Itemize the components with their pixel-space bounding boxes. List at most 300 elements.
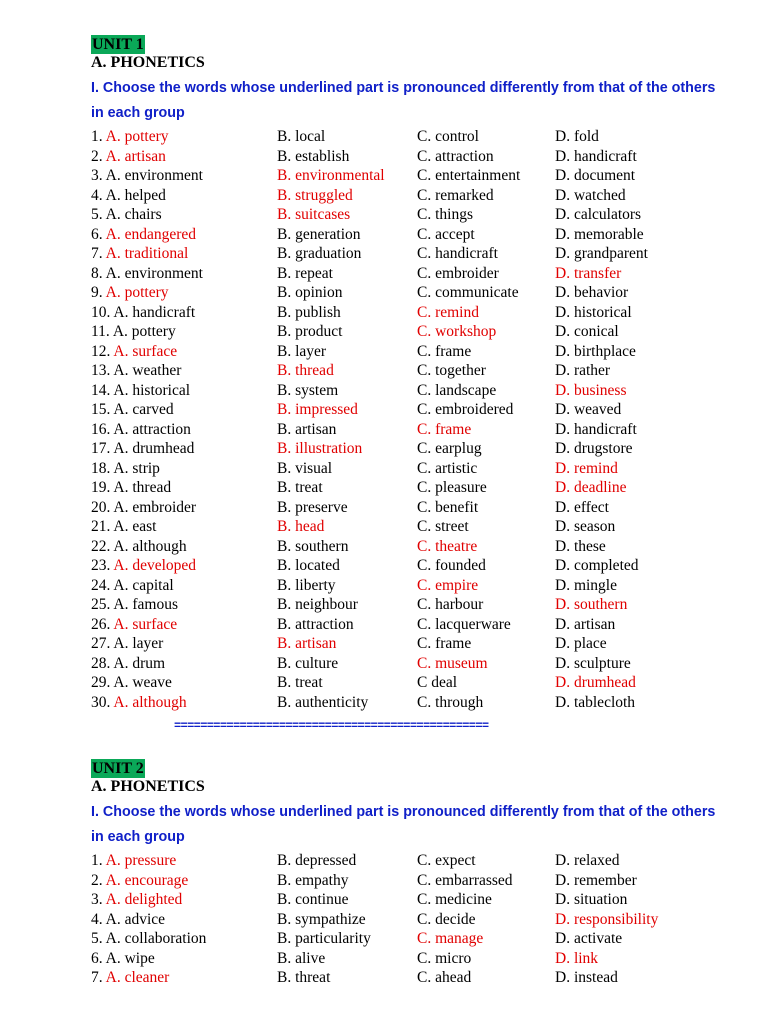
question-row xyxy=(91,693,751,713)
option-text: B. southern xyxy=(277,537,349,555)
option-b xyxy=(277,634,336,653)
option-text: B. artisan xyxy=(277,635,337,652)
option-text: D. place xyxy=(555,635,607,652)
option-c xyxy=(417,929,483,948)
option-text: B. particularity xyxy=(277,930,371,947)
question-number: 22. xyxy=(91,537,111,555)
option-a xyxy=(91,851,176,870)
question-number: 4. xyxy=(91,186,103,204)
option-text: D. activate xyxy=(555,930,623,947)
option-c xyxy=(417,166,520,185)
question-row xyxy=(91,498,751,518)
option-d xyxy=(555,322,619,341)
option-text: A. although xyxy=(113,537,187,555)
option-text: C. entertainment xyxy=(417,167,521,184)
unit-2-section-title: A. PHONETICS xyxy=(91,778,205,795)
option-text: C. founded xyxy=(417,557,486,574)
option-text: C. earplug xyxy=(417,440,482,457)
option-text: C. handicraft xyxy=(417,245,498,262)
option-b xyxy=(277,342,326,361)
option-text: D. effect xyxy=(555,498,609,516)
option-c xyxy=(417,478,487,497)
option-text: D. watched xyxy=(555,186,626,204)
question-number: 10. xyxy=(91,303,111,321)
option-c xyxy=(417,576,478,595)
option-text: D. remember xyxy=(555,871,637,889)
option-text: D. historical xyxy=(555,303,632,321)
unit-2-badge: UNIT 2 xyxy=(92,760,144,777)
option-d xyxy=(555,400,621,419)
option-b xyxy=(277,166,385,185)
option-a xyxy=(91,871,188,890)
option-text: B. establish xyxy=(277,147,350,165)
option-b xyxy=(277,595,358,614)
option-c xyxy=(417,851,476,870)
question-number: 23. xyxy=(91,557,111,574)
option-a xyxy=(91,890,182,909)
option-text: A. environment xyxy=(105,264,203,282)
question-number: 30. xyxy=(91,693,111,711)
option-a xyxy=(91,910,165,929)
option-a xyxy=(91,693,187,712)
option-d xyxy=(555,929,622,948)
option-text: A. famous xyxy=(113,596,178,613)
option-text: D. instead xyxy=(555,969,618,986)
unit-2-question-list xyxy=(91,851,751,988)
question-number: 25. xyxy=(91,596,111,613)
option-a xyxy=(91,225,196,244)
option-text: B. artisan xyxy=(277,420,337,438)
question-number: 19. xyxy=(91,479,111,496)
option-b xyxy=(277,929,371,948)
question-number: 2. xyxy=(91,871,103,889)
option-text: B. treat xyxy=(277,674,323,691)
option-text: C deal xyxy=(417,674,458,691)
option-a xyxy=(91,634,163,653)
option-text: D. fold xyxy=(555,128,599,145)
option-text: C. attraction xyxy=(417,147,494,165)
option-text: D. weaved xyxy=(555,401,622,418)
option-d xyxy=(555,537,606,556)
option-a xyxy=(91,517,156,536)
option-text: B. culture xyxy=(277,654,339,672)
option-text: B. visual xyxy=(277,459,333,477)
option-c xyxy=(417,225,475,244)
question-row xyxy=(91,576,751,596)
option-text: D. document xyxy=(555,167,636,184)
option-d xyxy=(555,517,615,536)
option-c xyxy=(417,673,457,692)
option-c xyxy=(417,439,482,458)
option-d xyxy=(555,890,627,909)
question-number: 15. xyxy=(91,401,111,418)
option-text: A. pottery xyxy=(105,128,169,145)
option-d xyxy=(555,654,631,673)
option-text: D. conical xyxy=(555,323,619,340)
question-row xyxy=(91,166,751,186)
option-text: B. system xyxy=(277,381,339,399)
option-text: B. graduation xyxy=(277,245,362,262)
option-text: D. remind xyxy=(555,459,618,477)
option-text: A. drum xyxy=(113,654,166,672)
question-number: 8. xyxy=(91,264,103,282)
option-b xyxy=(277,322,342,341)
unit-1-instruction: I. Choose the words whose underlined part is pronounced differently from that of the others in each group xyxy=(91,80,716,121)
question-row xyxy=(91,929,751,949)
option-d xyxy=(555,693,635,712)
option-d xyxy=(555,244,648,263)
option-a xyxy=(91,478,171,497)
option-a xyxy=(91,322,176,341)
option-b xyxy=(277,871,348,890)
option-text: C. empire xyxy=(417,576,479,594)
question-row xyxy=(91,147,751,167)
option-text: C. lacquerware xyxy=(417,615,511,633)
option-text: A. traditional xyxy=(105,245,189,262)
question-row xyxy=(91,322,751,342)
option-d xyxy=(555,968,618,987)
option-text: B. head xyxy=(277,518,325,535)
option-d xyxy=(555,283,628,302)
option-a xyxy=(91,264,203,283)
option-a xyxy=(91,459,160,478)
option-c xyxy=(417,595,483,614)
option-text: B. local xyxy=(277,128,326,145)
option-c xyxy=(417,537,477,556)
option-text: C. ahead xyxy=(417,969,472,986)
option-c xyxy=(417,890,492,909)
question-number: 4. xyxy=(91,910,103,928)
option-text: D. sculpture xyxy=(555,654,631,672)
option-b xyxy=(277,693,368,712)
option-text: B. thread xyxy=(277,362,334,379)
question-row xyxy=(91,381,751,401)
question-number: 18. xyxy=(91,459,111,477)
option-d xyxy=(555,949,598,968)
option-text: B. product xyxy=(277,323,343,340)
option-c xyxy=(417,420,471,439)
option-text: B. empathy xyxy=(277,871,349,889)
option-text: B. impressed xyxy=(277,401,358,418)
question-row xyxy=(91,342,751,362)
option-text: A. drumhead xyxy=(113,440,195,457)
question-row xyxy=(91,634,751,654)
question-row xyxy=(91,283,751,303)
option-a xyxy=(91,439,194,458)
option-d xyxy=(555,851,620,870)
option-text: D. drugstore xyxy=(555,440,633,457)
option-text: C. remarked xyxy=(417,186,494,204)
option-a xyxy=(91,654,165,673)
option-d xyxy=(555,673,636,692)
question-row xyxy=(91,127,751,147)
question-number: 29. xyxy=(91,674,111,691)
option-a xyxy=(91,595,178,614)
option-d xyxy=(555,264,621,283)
option-text: A. although xyxy=(113,693,187,711)
option-c xyxy=(417,400,513,419)
option-b xyxy=(277,673,323,692)
option-text: D. these xyxy=(555,537,606,555)
question-number: 20. xyxy=(91,498,111,516)
option-b xyxy=(277,225,361,244)
option-text: C. medicine xyxy=(417,891,492,908)
option-text: B. publish xyxy=(277,303,341,321)
option-text: B. depressed xyxy=(277,852,357,869)
question-row xyxy=(91,615,751,635)
question-number: 16. xyxy=(91,420,111,438)
option-b xyxy=(277,439,362,458)
option-d xyxy=(555,615,615,634)
question-row xyxy=(91,537,751,557)
option-d xyxy=(555,459,618,478)
option-a xyxy=(91,127,169,146)
question-number: 5. xyxy=(91,206,103,223)
option-text: A. capital xyxy=(113,576,174,594)
option-d xyxy=(555,303,632,322)
option-b xyxy=(277,400,358,419)
option-text: B. attraction xyxy=(277,615,354,633)
option-text: B. treat xyxy=(277,479,323,496)
question-row xyxy=(91,225,751,245)
option-b xyxy=(277,264,333,283)
option-c xyxy=(417,361,486,380)
option-b xyxy=(277,459,332,478)
option-text: D. grandparent xyxy=(555,245,648,262)
option-d xyxy=(555,498,609,517)
option-text: A. thread xyxy=(113,479,172,496)
option-c xyxy=(417,949,471,968)
option-b xyxy=(277,851,356,870)
question-row xyxy=(91,949,751,969)
option-text: C. together xyxy=(417,362,486,379)
question-row xyxy=(91,186,751,206)
option-c xyxy=(417,634,471,653)
option-b xyxy=(277,244,361,263)
option-b xyxy=(277,654,338,673)
option-text: A. pottery xyxy=(112,323,176,340)
option-d xyxy=(555,147,637,166)
option-b xyxy=(277,949,325,968)
option-d xyxy=(555,381,626,400)
option-text: B. generation xyxy=(277,225,361,243)
question-number: 26. xyxy=(91,615,111,633)
question-number: 28. xyxy=(91,654,111,672)
option-text: C. through xyxy=(417,693,484,711)
option-a xyxy=(91,381,190,400)
option-a xyxy=(91,949,155,968)
option-text: B. sympathize xyxy=(277,910,366,928)
option-b xyxy=(277,517,324,536)
option-c xyxy=(417,693,483,712)
question-row xyxy=(91,420,751,440)
option-a xyxy=(91,968,169,987)
option-text: B. neighbour xyxy=(277,596,358,613)
option-text: D. transfer xyxy=(555,264,622,282)
option-d xyxy=(555,595,627,614)
option-text: B. struggled xyxy=(277,186,353,204)
option-text: C. pleasure xyxy=(417,479,487,496)
option-text: D. deadline xyxy=(555,479,627,496)
option-text: C. communicate xyxy=(417,284,519,301)
question-number: 24. xyxy=(91,576,111,594)
question-row xyxy=(91,205,751,225)
question-row xyxy=(91,303,751,323)
option-c xyxy=(417,654,488,673)
question-row xyxy=(91,910,751,930)
option-d xyxy=(555,871,637,890)
question-number: 6. xyxy=(91,949,103,967)
option-text: C. harbour xyxy=(417,596,484,613)
option-text: B. authenticity xyxy=(277,693,369,711)
question-row xyxy=(91,595,751,615)
option-d xyxy=(555,634,607,653)
option-text: B. layer xyxy=(277,342,327,360)
question-number: 5. xyxy=(91,930,103,947)
option-text: A. environment xyxy=(105,167,203,184)
question-number: 1. xyxy=(91,128,103,145)
option-d xyxy=(555,127,599,146)
option-d xyxy=(555,420,637,439)
option-text: D. behavior xyxy=(555,284,629,301)
question-number: 27. xyxy=(91,635,111,652)
option-text: C. benefit xyxy=(417,498,479,516)
option-text: A. surface xyxy=(113,615,178,633)
question-row xyxy=(91,673,751,693)
option-text: D. rather xyxy=(555,362,611,379)
option-text: B. alive xyxy=(277,949,326,967)
option-b xyxy=(277,186,353,205)
option-text: D. situation xyxy=(555,891,628,908)
option-c xyxy=(417,244,498,263)
option-c xyxy=(417,147,494,166)
option-text: C. things xyxy=(417,206,473,223)
question-number: 21. xyxy=(91,518,111,535)
option-text: D. drumhead xyxy=(555,674,636,691)
option-text: D. mingle xyxy=(555,576,617,594)
option-text: A. cleaner xyxy=(105,969,170,986)
option-text: B. located xyxy=(277,557,340,574)
option-text: D. responsibility xyxy=(555,910,659,928)
option-d xyxy=(555,225,644,244)
option-c xyxy=(417,615,511,634)
option-text: A. weather xyxy=(113,362,182,379)
option-b xyxy=(277,361,334,380)
option-text: A. historical xyxy=(113,381,191,399)
option-c xyxy=(417,186,494,205)
option-text: D. birthplace xyxy=(555,342,636,360)
option-c xyxy=(417,303,479,322)
option-b xyxy=(277,537,348,556)
option-b xyxy=(277,283,342,302)
option-text: A. collaboration xyxy=(105,930,207,947)
question-number: 7. xyxy=(91,245,103,262)
option-text: D. completed xyxy=(555,557,639,574)
option-text: A. artisan xyxy=(105,147,166,165)
option-text: A. chairs xyxy=(105,206,162,223)
question-number: 12. xyxy=(91,342,111,360)
question-number: 9. xyxy=(91,284,103,301)
unit-1-section-title: A. PHONETICS xyxy=(91,54,205,71)
option-a xyxy=(91,576,174,595)
option-text: D. handicraft xyxy=(555,147,637,165)
question-row xyxy=(91,244,751,264)
option-text: C. landscape xyxy=(417,381,497,399)
option-text: A. developed xyxy=(113,557,197,574)
question-row xyxy=(91,400,751,420)
option-text: C. theatre xyxy=(417,537,478,555)
option-b xyxy=(277,303,341,322)
unit-separator: ================================================ xyxy=(174,719,489,733)
option-text: C. decide xyxy=(417,910,476,928)
option-text: C. manage xyxy=(417,930,484,947)
option-b xyxy=(277,910,366,929)
option-b xyxy=(277,381,338,400)
option-a xyxy=(91,361,181,380)
option-d xyxy=(555,910,658,929)
option-text: C. workshop xyxy=(417,323,497,340)
question-row xyxy=(91,890,751,910)
option-text: D. memorable xyxy=(555,225,644,243)
option-b xyxy=(277,498,348,517)
option-text: A. wipe xyxy=(105,949,155,967)
option-text: C. embroider xyxy=(417,264,499,282)
option-text: C. micro xyxy=(417,949,472,967)
option-text: B. opinion xyxy=(277,284,343,301)
question-row xyxy=(91,968,751,988)
question-number: 11. xyxy=(91,323,110,340)
option-d xyxy=(555,342,636,361)
option-text: A. weave xyxy=(113,674,172,691)
option-a xyxy=(91,673,172,692)
option-text: C. remind xyxy=(417,303,479,321)
option-a xyxy=(91,400,174,419)
question-number: 2. xyxy=(91,147,103,165)
option-c xyxy=(417,381,496,400)
option-text: D. link xyxy=(555,949,599,967)
option-a xyxy=(91,498,196,517)
option-b xyxy=(277,420,336,439)
option-c xyxy=(417,283,519,302)
option-text: A. handicraft xyxy=(113,303,196,321)
unit-1-question-list xyxy=(91,127,751,712)
option-b xyxy=(277,968,330,987)
option-a xyxy=(91,929,206,948)
option-text: C. street xyxy=(417,518,469,535)
option-text: A. advice xyxy=(105,910,166,928)
option-c xyxy=(417,459,477,478)
option-text: A. pottery xyxy=(105,284,169,301)
option-text: D. relaxed xyxy=(555,852,620,869)
question-number: 14. xyxy=(91,381,111,399)
option-text: A. embroider xyxy=(113,498,197,516)
option-text: C. embroidered xyxy=(417,401,514,418)
unit-1-badge: UNIT 1 xyxy=(92,36,144,53)
option-d xyxy=(555,186,626,205)
option-a xyxy=(91,166,203,185)
question-row xyxy=(91,361,751,381)
option-text: D. season xyxy=(555,518,616,535)
option-b xyxy=(277,890,348,909)
option-text: C. control xyxy=(417,128,479,145)
option-d xyxy=(555,166,635,185)
option-c xyxy=(417,205,473,224)
question-number: 13. xyxy=(91,362,111,379)
option-text: D. business xyxy=(555,381,627,399)
option-text: A. carved xyxy=(113,401,174,418)
question-number: 3. xyxy=(91,891,103,908)
option-a xyxy=(91,615,177,634)
